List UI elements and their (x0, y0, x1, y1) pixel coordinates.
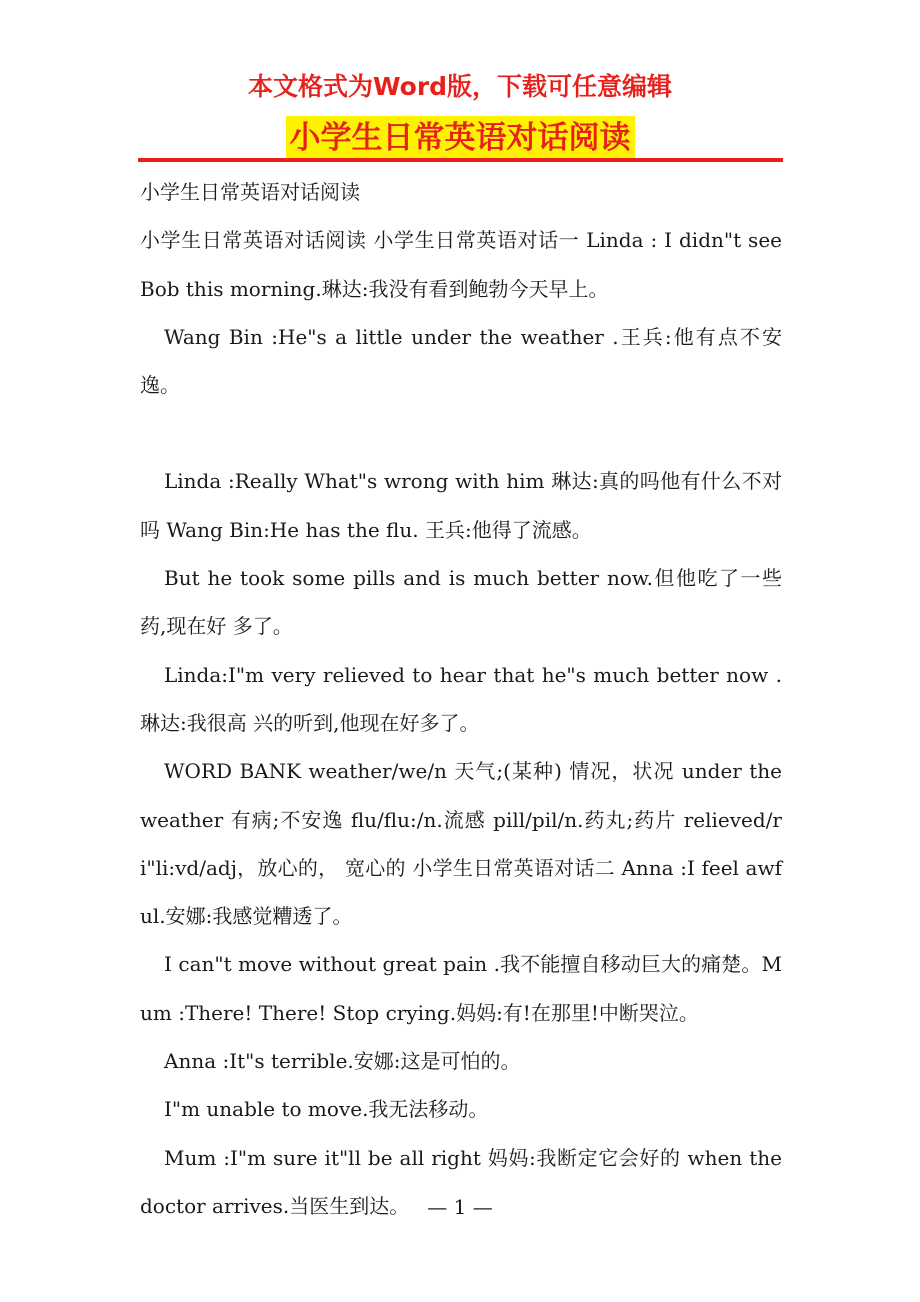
paragraph: WORD BANK weather/we/n 天气;(某种) 情况，状况 under the weather 有病;不安逸 flu/flu:/n.流感 pill/pil/n.药丸;药片 relieved/ri"li:vd/adj，放心的， 宽心的 小学生日常英语对话二 Anna :I feel awful.安娜:我感觉糟透了。 (140, 759, 782, 929)
paragraph: Linda:I"m very relieved to hear that he"s much better now .琳达:我很高 兴的听到,他现在好多了。 (140, 662, 782, 735)
paragraph: Mum :I"m sure it"ll be all right 妈妈:我断定它会好的 when the doctor arrives.当医生到达。 (140, 1145, 782, 1218)
paragraph: Wang Bin :He"s a little under the weather .王兵:他有点不安逸。 (140, 324, 782, 398)
paragraph: 小学生日常英语对话阅读 小学生日常英语对话一 Linda : I didn"t see Bob this morning.琳达:我没有看到鲍勃今天早上。 (140, 228, 782, 301)
page-number: — 1 — (427, 1195, 493, 1219)
paragraph: But he took some pills and is much better now.但他吃了一些药,现在好 多了。 (140, 566, 782, 639)
paragraph-spacer (140, 409, 782, 457)
paragraph: I can"t move without great pain .我不能擅自移动巨大的痛楚。Mum :There! There! Stop crying.妈妈:有!在那里!中断哭泣。 (140, 952, 782, 1025)
word-format-notice: 本文格式为Word版，下载可任意编辑 (247, 72, 673, 101)
subtitle-paragraph: 小学生日常英语对话阅读 (140, 180, 360, 204)
document-title: 小学生日常英语对话阅读 (286, 116, 635, 160)
document-body (140, 168, 782, 1230)
paragraph: Anna :It"s terrible.安娜:这是可怕的。 (164, 1049, 521, 1074)
title-container (0, 116, 920, 160)
title-divider (138, 158, 783, 162)
paragraph: I"m unable to move.我无法移动。 (164, 1097, 489, 1122)
paragraph: Linda :Really What"s wrong with him 琳达:真的吗他有什么不对吗 Wang Bin:He has the flu. 王兵:他得了流感。 (140, 469, 782, 542)
